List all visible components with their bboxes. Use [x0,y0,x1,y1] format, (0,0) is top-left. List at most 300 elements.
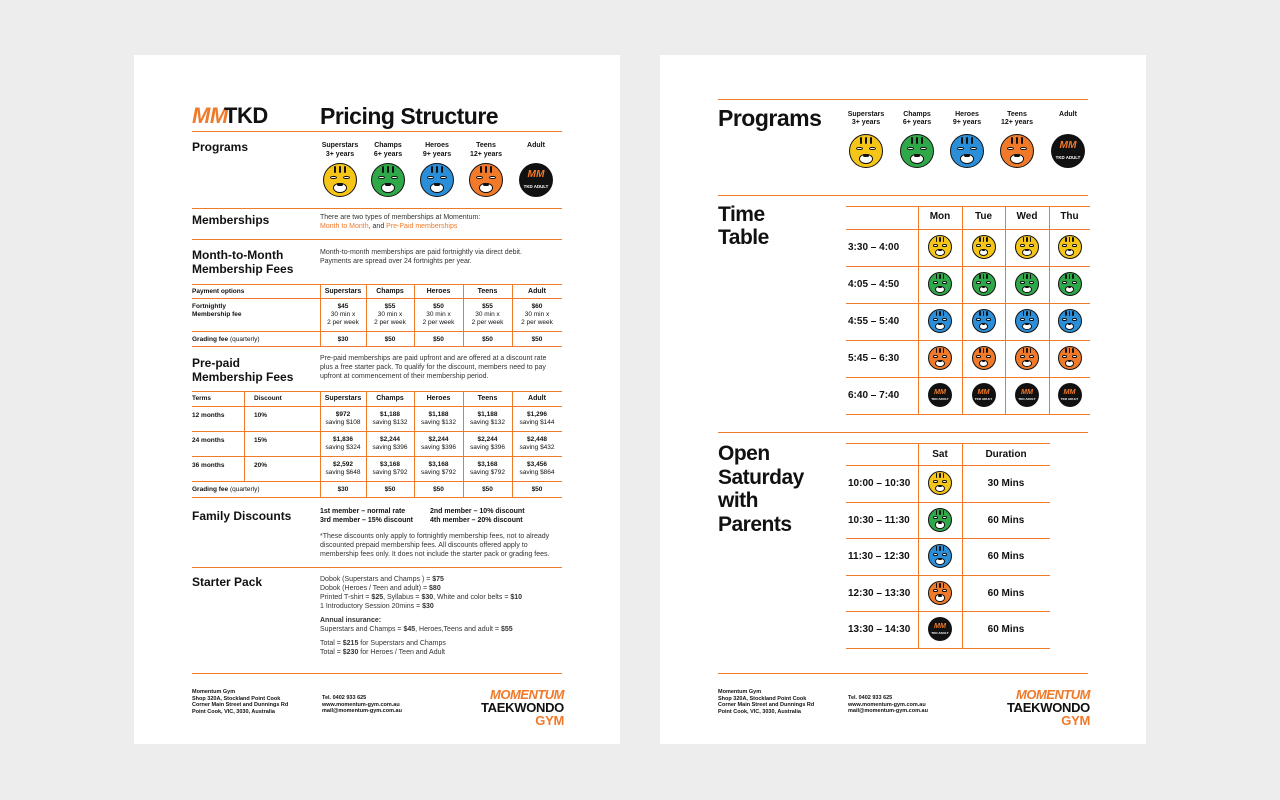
prepaid-price: $1,188 [477,411,498,418]
tiger-feature [933,355,938,358]
prepaid-saving: saving $132 [420,419,457,426]
tiger-yellow-icon [928,235,952,259]
page-title: Pricing Structure [320,103,499,129]
tiger-feature [986,244,991,247]
tiger-stripe [1030,348,1032,353]
fortnightly-label: Fortnightly [192,303,226,310]
prepaid-saving: saving $396 [372,444,408,451]
tiger-stripe [939,546,941,551]
sat-duration: 60 Mins [987,624,1025,635]
monthly-text: Month-to-month memberships are paid fortnightly via direct debit. Payments are spread over 24 fortnights per year. [320,249,522,265]
tiger-feature [942,355,947,358]
prepaid-price: $2,244 [428,436,449,443]
prepaid-price: $2,244 [477,436,498,443]
mm-mark: MM [934,621,946,631]
table-rule [846,611,1050,612]
program-name: Superstars [321,142,359,149]
tiger-stripe [936,473,938,478]
email-link-right[interactable]: mail@momentum-gym.com.au [848,708,928,714]
tkd-adult-badge-icon [519,163,553,197]
tiger-orange-icon [928,581,952,605]
prepaid-price: $3,168 [380,461,400,468]
tiger-stripe [939,237,941,242]
tiger-feature [343,176,350,180]
tiger-green-icon [972,272,996,296]
tiger-feature [976,281,981,284]
program-age: 6+ years [902,119,932,126]
tiger-feature [976,355,981,358]
mm-mark: MM [1059,140,1077,152]
tiger-stripe [939,473,941,478]
brand-name: TKD [224,103,268,128]
tiger-stripe [936,546,938,551]
tiger-feature [440,176,447,180]
footer-address-right: Momentum Gym Shop 320A, Stockland Point Cook Corner Main Street and Dunnings Rd Point Cook, VIC, 3030, Australia [718,689,815,715]
prepaid-saving: saving $792 [420,469,457,476]
program-age: 12+ years [1000,119,1034,126]
mm-mark: MM [977,387,990,397]
tiger-stripe [986,237,988,242]
adult-badge-label: TKD ADULT [931,396,949,401]
table-rule [846,377,1090,378]
grading-fee: $50 [531,336,543,343]
table-rule [192,331,562,332]
tiger-stripe [1030,274,1032,279]
day-header: Tue [974,211,993,222]
grading-fee: $50 [384,486,396,493]
col-header: Heroes [426,395,451,402]
tiger-yellow-icon [972,235,996,259]
prepaid-price: $3,456 [527,461,547,468]
table-rule [846,340,1090,341]
tiger-feature [964,154,969,157]
table-rule [846,648,1050,649]
tiger-feature [1062,318,1067,321]
col-divider [918,443,919,648]
prepaid-link[interactable]: Pre-Paid memberships [386,223,458,230]
term-label: 12 months [192,412,225,419]
tiger-yellow-icon [928,471,952,495]
tiger-stripe [480,166,483,173]
tiger-stripe [1065,311,1067,316]
tiger-feature [933,244,938,247]
footer-contact-right: Tel. 0402 933 625 www.momentum-gym.com.au mail@momentum-gym.com.au [848,695,928,714]
discount-value: 20% [254,462,268,469]
tiger-feature [933,553,938,556]
adult-badge-label: TKD ADULT [1055,155,1081,161]
fee-detail: 30 min x [330,311,356,318]
tiger-stripe [436,166,439,173]
prepaid-saving: saving $864 [519,469,555,476]
website-link[interactable]: www.momentum-gym.com.au [322,701,400,708]
table-rule [846,303,1090,304]
family-discount-2: 2nd member – 10% discount [430,508,525,515]
tiger-stripe [485,166,488,173]
day-header: Mon [929,211,951,222]
fee-price: $60 [531,303,543,310]
fee-price: $55 [384,303,396,310]
col-divider [512,284,513,346]
monthly-heading: Month-to-Month Membership Fees [192,248,294,276]
tiger-stripe [1026,311,1028,316]
tiger-stripe [939,583,941,588]
sat-header: Sat [932,449,948,460]
tiger-stripe [983,311,985,316]
col-divider [918,206,919,414]
tiger-feature [1029,281,1034,284]
tiger-stripe [971,137,974,144]
col-header: Teens [477,288,498,295]
tiger-feature [391,176,398,180]
tiger-feature [1020,281,1025,284]
family-heading: Family Discounts [192,509,292,523]
family-note: *These discounts only apply to fortnightly membership fees, not to already discounted prepaid membership fees. All discounts offered apply to membership fees only. It does not include the starter pack or grading fees. [320,533,550,558]
footer-address: Momentum Gym Shop 320A, Stockland Point Cook Corner Main Street and Dunnings Rd Point Cook, VIC, 3030, Australia [192,689,289,715]
tiger-stripe [983,348,985,353]
table-rule [846,538,1050,539]
tiger-stripe [1030,237,1032,242]
tiger-feature [914,154,919,157]
tiger-feature [434,183,439,186]
col-header: Adult [528,288,546,295]
tiger-stripe [382,166,385,173]
tiger-stripe [1069,311,1071,316]
saturday-title: Open Saturday with Parents [718,442,804,536]
sat-time-slot: 11:30 – 12:30 [848,551,910,562]
fee-price: $55 [482,303,493,310]
tiger-stripe [939,274,941,279]
grading-fee: $50 [531,486,543,493]
sat-time-slot: 12:30 – 13:30 [848,587,911,599]
tiger-yellow-icon [323,163,357,197]
fee-detail: 30 min x [426,311,451,318]
day-header: Thu [1060,211,1079,222]
table-rule [192,391,562,392]
grading-fee: $50 [433,486,444,493]
prepaid-saving: saving $396 [469,444,506,451]
tiger-stripe [943,348,945,353]
family-discount-3: 3rd member – 15% discount [320,517,413,524]
tiger-feature [933,480,938,483]
table-rule [192,431,562,432]
prepaid-price: $1,296 [527,411,547,418]
tiger-stripe [1023,311,1025,316]
tiger-orange-icon [1058,346,1082,370]
time-slot: 5:45 – 6:30 [848,353,900,364]
fee-detail: 2 per week [374,319,406,326]
tiger-feature [1007,147,1014,151]
table-rule [846,575,1050,576]
sat-time-slot: 10:30 – 11:30 [848,514,910,526]
tiger-stripe [344,166,347,173]
sat-duration: 30 Mins [987,478,1025,489]
grading-fee: $50 [482,336,493,343]
discount-value: 15% [254,437,268,444]
footer-contact: Tel. 0402 933 625 www.momentum-gym.com.au mail@momentum-gym.com.au [322,695,402,714]
tiger-feature [330,176,337,180]
prepaid-saving: saving $792 [469,469,506,476]
fortnightly-label: Membership fee [192,311,242,318]
table-rule [192,298,562,299]
brand-mark: MM [192,103,228,128]
adult-badge-label: TKD ADULT [1060,396,1079,401]
col-divider [962,206,963,414]
tiger-green-icon [1015,272,1039,296]
tiger-blue-icon [972,309,996,333]
tiger-orange-icon [972,346,996,370]
col-header: Teens [477,395,498,402]
family-discount-4: 4th member – 20% discount [430,517,523,524]
tiger-stripe [1069,237,1071,242]
tiger-feature [942,516,947,519]
col-header: Champs [376,395,404,402]
tiger-green-icon [1058,272,1082,296]
tiger-orange-icon [1000,134,1034,168]
grading-text: Grading fee [192,486,229,493]
col-divider [1005,206,1006,414]
prepaid-price: $972 [335,411,351,418]
col-divider [366,391,367,497]
tiger-stripe [979,237,981,242]
time-slot: 6:40 – 7:40 [848,390,900,401]
prepaid-text: Pre-paid memberships are paid upfront and are offered at a discount rate plus a free starter pack. To qualify for the discount, members need to pay upfront at commencement of their membership period. [320,355,547,380]
tiger-stripe [916,137,919,144]
tiger-orange-icon [928,346,952,370]
tiger-stripe [441,166,444,173]
col-divider [463,391,464,497]
tiger-blue-icon [928,544,952,568]
prepaid-saving: saving $132 [372,419,408,426]
term-label: 24 months [192,437,225,444]
momentum-logo-right: MOMENTUM TAEKWONDO GYM [1007,687,1090,728]
starter-text: Dobok (Superstars and Champs ) = $75 Dobok (Heroes / Teen and adult) = $80 Printed T-shirt = $25, Syllabus = $30, White and color belts = $10 1 Introductory Session 20mins = $30 Annual insurance: Superstars and Champs = $45, Heroes,Teens and adult = $55 Total = $215 for Superstars and Champs Total = $230 for Heroes / Teen and Adult [320,576,523,656]
grading-label [192,486,260,493]
tiger-stripe [961,137,964,144]
table-rule [192,456,562,457]
grading-fee: $50 [433,336,444,343]
tiger-stripe [490,166,493,173]
month-to-month-link[interactable]: Month to Month [320,223,369,230]
tiger-stripe [1026,237,1028,242]
program-age: 9+ years [952,119,982,126]
tiger-feature [1072,281,1077,284]
col-header: Superstars [324,395,362,402]
tiger-feature [970,147,977,151]
prepaid-saving: saving $432 [519,444,555,451]
tiger-feature [986,318,991,321]
tiger-stripe [943,546,945,551]
fee-detail: 30 min x [475,311,500,318]
prepaid-price: $1,836 [333,436,353,443]
tiger-stripe [1023,274,1025,279]
fee-price: $50 [433,303,444,310]
tiger-feature [938,522,942,524]
grading-label [192,336,260,343]
mm-mark: MM [527,169,545,181]
tiger-stripe [983,274,985,279]
program-name: Champs [374,142,402,149]
program-name: Superstars [847,111,885,118]
tkd-adult-badge-icon [928,617,952,641]
program-name: Champs [903,111,931,118]
tiger-stripe [943,583,945,588]
tiger-stripe [943,237,945,242]
tiger-feature [986,281,991,284]
grading-fee: $30 [337,336,349,343]
program-age: 9+ years [422,151,452,158]
tiger-stripe [1072,274,1074,279]
tiger-feature [1062,244,1067,247]
tkd-adult-badge-icon [972,383,996,407]
tiger-feature [863,154,868,157]
table-rule [192,497,562,498]
program-age: 3+ years [325,151,355,158]
tiger-stripe [936,311,938,316]
family-discount-1: 1st member – normal rate [320,508,406,515]
program-name: Adult [1059,111,1077,118]
tiger-blue-icon [1015,309,1039,333]
website-link-right[interactable]: www.momentum-gym.com.au [848,701,926,708]
tiger-stripe [1069,274,1071,279]
starter-heading: Starter Pack [192,575,263,589]
tiger-feature [1072,318,1077,321]
tiger-feature [1020,355,1025,358]
tiger-blue-icon [1058,309,1082,333]
tkd-adult-badge-icon [1058,383,1082,407]
mm-mark: MM [1063,387,1076,397]
program-name: Adult [527,142,545,149]
col-terms: Terms [192,395,212,402]
tiger-stripe [936,583,938,588]
mm-mark: MM [1021,387,1033,397]
prepaid-price: $1,188 [380,411,400,418]
tiger-yellow-icon [849,134,883,168]
tiger-feature [476,176,483,180]
fee-detail: 2 per week [327,319,359,326]
tiger-feature [337,183,342,186]
tiger-feature [1062,355,1067,358]
prepaid-saving: saving $324 [325,444,361,451]
program-name: Heroes [425,142,449,149]
email-link[interactable]: mail@momentum-gym.com.au [322,708,402,714]
tiger-feature [942,553,947,556]
tiger-feature [942,589,947,592]
col-divider [320,391,321,497]
col-divider [320,284,321,346]
prepaid-price: $2,244 [380,436,400,443]
tiger-stripe [979,348,981,353]
tiger-stripe [936,510,938,515]
momentum-logo: MOMENTUM TAEKWONDO GYM [481,687,564,728]
table-rule [192,481,562,482]
tiger-blue-icon [950,134,984,168]
sat-duration: 60 Mins [987,514,1025,526]
col-divider [463,284,464,346]
tiger-stripe [1072,348,1074,353]
table-rule [846,465,1050,466]
prepaid-saving: saving $108 [325,419,361,426]
prepaid-heading: Pre-paid Membership Fees [192,356,294,384]
tiger-feature [1014,154,1019,157]
tiger-stripe [979,274,981,279]
memberships-text: There are two types of memberships at Momentum: Month to Month, and Pre-Paid memberships [320,214,481,230]
col-divider [962,443,963,648]
col-divider [414,284,415,346]
tiger-feature [483,183,488,186]
pricing-page [134,55,620,744]
tiger-yellow-icon [1058,235,1082,259]
program-name: Teens [1007,111,1027,118]
tiger-stripe [1065,237,1067,242]
tiger-stripe [943,274,945,279]
table-rule [846,206,1090,207]
fee-detail: 2 per week [521,319,553,326]
programs-heading: Programs [192,140,249,154]
tiger-stripe [939,510,941,515]
program-age: 6+ years [373,151,403,158]
tiger-feature [933,589,938,592]
tiger-green-icon [928,508,952,532]
tiger-blue-icon [928,309,952,333]
tiger-stripe [921,137,924,144]
prepaid-price: $3,168 [428,461,449,468]
tiger-feature [385,183,390,186]
tkd-adult-badge-icon [928,383,952,407]
col-header: Heroes [426,288,451,295]
adult-badge-label: TKD ADULT [523,184,549,190]
tiger-feature [378,176,385,180]
tiger-green-icon [371,163,405,197]
programs-page [660,55,1146,744]
prepaid-saving: saving $648 [325,469,361,476]
tiger-feature [1029,355,1034,358]
fee-detail: 30 min x [377,311,403,318]
discount-value: 10% [254,412,268,419]
tiger-blue-icon [420,163,454,197]
adult-badge-label: TKD ADULT [974,396,993,401]
tiger-feature [907,147,914,151]
table-rule [846,266,1090,267]
tiger-stripe [1016,137,1019,144]
tiger-stripe [334,166,337,173]
table-rule [192,284,562,285]
tiger-stripe [936,348,938,353]
grading-fee: $50 [482,486,493,493]
program-age: 12+ years [469,151,503,158]
tiger-feature [920,147,927,151]
tiger-feature [942,244,947,247]
tiger-feature [1072,244,1077,247]
tiger-stripe [1072,311,1074,316]
grading-text: Grading fee [192,336,229,343]
tiger-stripe [943,311,945,316]
tiger-stripe [966,137,969,144]
grading-suffix: (quarterly) [229,486,260,493]
tiger-feature [1020,244,1025,247]
col-discount: Discount [254,395,282,402]
tiger-stripe [1026,274,1028,279]
tiger-stripe [1026,348,1028,353]
tiger-stripe [939,311,941,316]
prepaid-price: $2,448 [527,436,547,443]
tiger-stripe [865,137,868,144]
program-name: Teens [476,142,496,149]
sat-time-slot: 10:00 – 10:30 [848,478,911,489]
tiger-feature [1029,244,1034,247]
tiger-feature [869,147,876,151]
table-rule [846,414,1090,415]
timetable-title: Time Table [718,203,769,249]
